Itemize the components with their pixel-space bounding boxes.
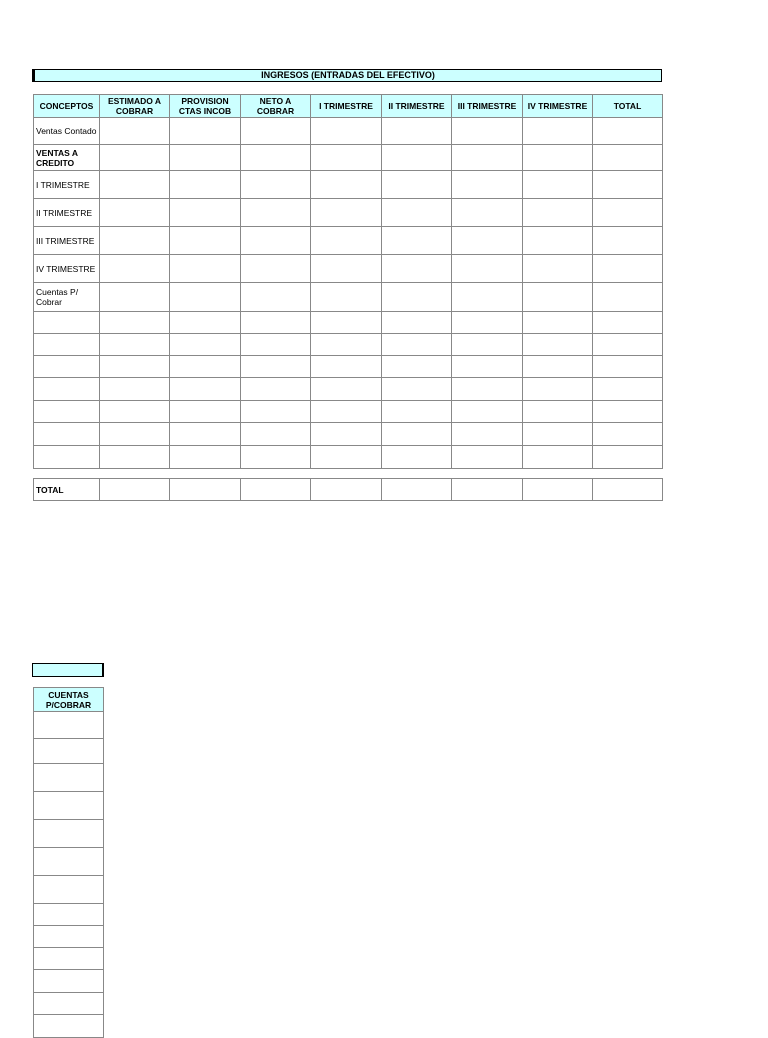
table-row (34, 993, 104, 1015)
table-row (34, 792, 104, 820)
table-row (34, 227, 663, 255)
cell[interactable] (241, 356, 311, 378)
cell[interactable] (100, 199, 170, 227)
table-row (34, 356, 663, 378)
cell[interactable] (382, 145, 452, 171)
table-row (34, 446, 663, 469)
header-neto: NETO A COBRAR (241, 95, 311, 118)
cell[interactable] (170, 356, 241, 378)
cell[interactable] (311, 255, 382, 283)
header-conceptos: CONCEPTOS (34, 95, 100, 118)
cell[interactable] (382, 199, 452, 227)
table-row (34, 334, 663, 356)
cell[interactable] (100, 312, 170, 334)
cell[interactable] (523, 227, 593, 255)
cell[interactable] (311, 401, 382, 423)
cell[interactable] (593, 479, 663, 501)
cell[interactable] (452, 356, 523, 378)
header-t2: II TRIMESTRE (382, 95, 452, 118)
cuentas-por-cobrar-table (33, 687, 104, 1038)
table-row (34, 145, 663, 171)
table-row (34, 764, 104, 792)
cell[interactable] (34, 848, 104, 876)
cell[interactable] (170, 423, 241, 446)
cell[interactable] (34, 904, 104, 926)
cell[interactable] (241, 423, 311, 446)
cell[interactable] (241, 479, 311, 501)
cell[interactable] (593, 334, 663, 356)
cell[interactable] (523, 423, 593, 446)
cell[interactable] (34, 739, 104, 764)
cell[interactable] (241, 145, 311, 171)
table-row (34, 401, 663, 423)
row-label (34, 446, 100, 469)
cell[interactable] (170, 227, 241, 255)
cell[interactable] (100, 227, 170, 255)
cell[interactable] (170, 479, 241, 501)
cell[interactable] (523, 171, 593, 199)
cell[interactable] (593, 423, 663, 446)
cell[interactable] (34, 993, 104, 1015)
total-label: TOTAL (34, 479, 100, 501)
cell[interactable] (100, 255, 170, 283)
cell[interactable] (452, 312, 523, 334)
cell[interactable] (34, 820, 104, 848)
cell[interactable] (452, 255, 523, 283)
cell[interactable] (382, 283, 452, 312)
header-provision: PROVISION CTAS INCOB (170, 95, 241, 118)
cell[interactable] (100, 446, 170, 469)
table-row (34, 848, 104, 876)
cell[interactable] (311, 199, 382, 227)
cell[interactable] (241, 446, 311, 469)
cell[interactable] (311, 356, 382, 378)
cell[interactable] (593, 255, 663, 283)
cell[interactable] (382, 171, 452, 199)
cell[interactable] (593, 446, 663, 469)
cell[interactable] (382, 312, 452, 334)
cell[interactable] (382, 479, 452, 501)
cell[interactable] (311, 283, 382, 312)
header-estimado: ESTIMADO A COBRAR (100, 95, 170, 118)
cell[interactable] (34, 948, 104, 970)
cell[interactable] (593, 378, 663, 401)
cell[interactable] (34, 764, 104, 792)
total-row (34, 479, 663, 501)
cell[interactable] (382, 118, 452, 145)
cell[interactable] (241, 334, 311, 356)
cell[interactable] (241, 227, 311, 255)
cell[interactable] (593, 356, 663, 378)
cell[interactable] (523, 255, 593, 283)
cell[interactable] (170, 145, 241, 171)
cell[interactable] (382, 356, 452, 378)
cell[interactable] (452, 378, 523, 401)
cell[interactable] (170, 283, 241, 312)
cell[interactable] (311, 423, 382, 446)
cell[interactable] (34, 970, 104, 993)
cell[interactable] (593, 401, 663, 423)
cell[interactable] (382, 423, 452, 446)
row-label (34, 423, 100, 446)
cell[interactable] (311, 145, 382, 171)
cell[interactable] (311, 312, 382, 334)
cell[interactable] (523, 446, 593, 469)
cell[interactable] (100, 283, 170, 312)
cell[interactable] (593, 118, 663, 145)
table-row (34, 712, 104, 739)
cell[interactable] (452, 334, 523, 356)
cell[interactable] (593, 283, 663, 312)
cell[interactable] (170, 334, 241, 356)
section-title: INGRESOS (ENTRADAS DEL EFECTIVO) (32, 69, 662, 82)
cell[interactable] (241, 255, 311, 283)
cell[interactable] (241, 118, 311, 145)
cell[interactable] (170, 446, 241, 469)
cell[interactable] (170, 312, 241, 334)
cell[interactable] (593, 171, 663, 199)
cell[interactable] (100, 171, 170, 199)
cell[interactable] (34, 792, 104, 820)
row-label: III TRIMESTRE (34, 227, 100, 255)
cell[interactable] (452, 446, 523, 469)
header-cuentas-por-cobrar: CUENTAS P/COBRAR (34, 688, 104, 712)
cell[interactable] (170, 401, 241, 423)
row-label: VENTAS A CREDITO (34, 145, 100, 171)
cell[interactable] (382, 255, 452, 283)
table-row (34, 255, 663, 283)
cell[interactable] (382, 227, 452, 255)
cell[interactable] (241, 283, 311, 312)
cell[interactable] (100, 356, 170, 378)
cell[interactable] (452, 401, 523, 423)
cell[interactable] (452, 145, 523, 171)
cell[interactable] (452, 199, 523, 227)
cell[interactable] (170, 118, 241, 145)
cell[interactable] (34, 926, 104, 948)
cell[interactable] (34, 876, 104, 904)
cell[interactable] (523, 312, 593, 334)
table-row (34, 312, 663, 334)
cell[interactable] (452, 479, 523, 501)
cell[interactable] (452, 283, 523, 312)
cell[interactable] (170, 255, 241, 283)
cell[interactable] (593, 227, 663, 255)
cell[interactable] (170, 171, 241, 199)
cell[interactable] (311, 378, 382, 401)
table-row (34, 739, 104, 764)
cell[interactable] (382, 401, 452, 423)
cell[interactable] (523, 118, 593, 145)
cell[interactable] (100, 423, 170, 446)
cell[interactable] (523, 356, 593, 378)
table-row (34, 876, 104, 904)
cell[interactable] (311, 446, 382, 469)
header-t4: IV TRIMESTRE (523, 95, 593, 118)
table-row (34, 904, 104, 926)
cell[interactable] (100, 118, 170, 145)
cell[interactable] (311, 227, 382, 255)
row-label: I TRIMESTRE (34, 171, 100, 199)
cell[interactable] (382, 334, 452, 356)
table-row (34, 820, 104, 848)
cell[interactable] (100, 334, 170, 356)
cell[interactable] (241, 312, 311, 334)
cell[interactable] (593, 199, 663, 227)
cell[interactable] (593, 145, 663, 171)
cell[interactable] (311, 118, 382, 145)
table-row (34, 118, 663, 145)
cell[interactable] (170, 378, 241, 401)
row-label: Cuentas P/ Cobrar (34, 283, 100, 312)
row-label (34, 401, 100, 423)
header-total: TOTAL (593, 95, 663, 118)
cell[interactable] (100, 378, 170, 401)
cxc-header-row (34, 688, 104, 712)
table-row (34, 199, 663, 227)
ingresos-table (33, 94, 663, 469)
cell[interactable] (34, 1015, 104, 1038)
row-label (34, 378, 100, 401)
table-row (34, 970, 104, 993)
table-row (34, 378, 663, 401)
header-t3: III TRIMESTRE (452, 95, 523, 118)
cxc-title-bar (32, 663, 104, 677)
row-label: Ventas Contado (34, 118, 100, 145)
table-row (34, 926, 104, 948)
cell[interactable] (311, 171, 382, 199)
header-row (34, 95, 663, 118)
cell[interactable] (452, 423, 523, 446)
cell[interactable] (523, 334, 593, 356)
row-label (34, 334, 100, 356)
cell[interactable] (34, 712, 104, 739)
cell[interactable] (523, 145, 593, 171)
cell[interactable] (523, 401, 593, 423)
cell[interactable] (452, 118, 523, 145)
row-label: II TRIMESTRE (34, 199, 100, 227)
cell[interactable] (100, 401, 170, 423)
cell[interactable] (523, 199, 593, 227)
cell[interactable] (100, 145, 170, 171)
row-label (34, 356, 100, 378)
cell[interactable] (311, 334, 382, 356)
cell[interactable] (241, 378, 311, 401)
cell[interactable] (100, 479, 170, 501)
cell[interactable] (452, 171, 523, 199)
table-row (34, 1015, 104, 1038)
table-row (34, 171, 663, 199)
cell[interactable] (523, 378, 593, 401)
total-table (33, 478, 663, 501)
cell[interactable] (523, 479, 593, 501)
cell[interactable] (523, 283, 593, 312)
cell[interactable] (311, 479, 382, 501)
header-t1: I TRIMESTRE (311, 95, 382, 118)
cell[interactable] (382, 446, 452, 469)
row-label: IV TRIMESTRE (34, 255, 100, 283)
table-row (34, 948, 104, 970)
cell[interactable] (241, 401, 311, 423)
cell[interactable] (241, 171, 311, 199)
cell[interactable] (382, 378, 452, 401)
cell[interactable] (593, 312, 663, 334)
cell[interactable] (170, 199, 241, 227)
table-row (34, 423, 663, 446)
table-row (34, 283, 663, 312)
cell[interactable] (241, 199, 311, 227)
cell[interactable] (452, 227, 523, 255)
row-label (34, 312, 100, 334)
